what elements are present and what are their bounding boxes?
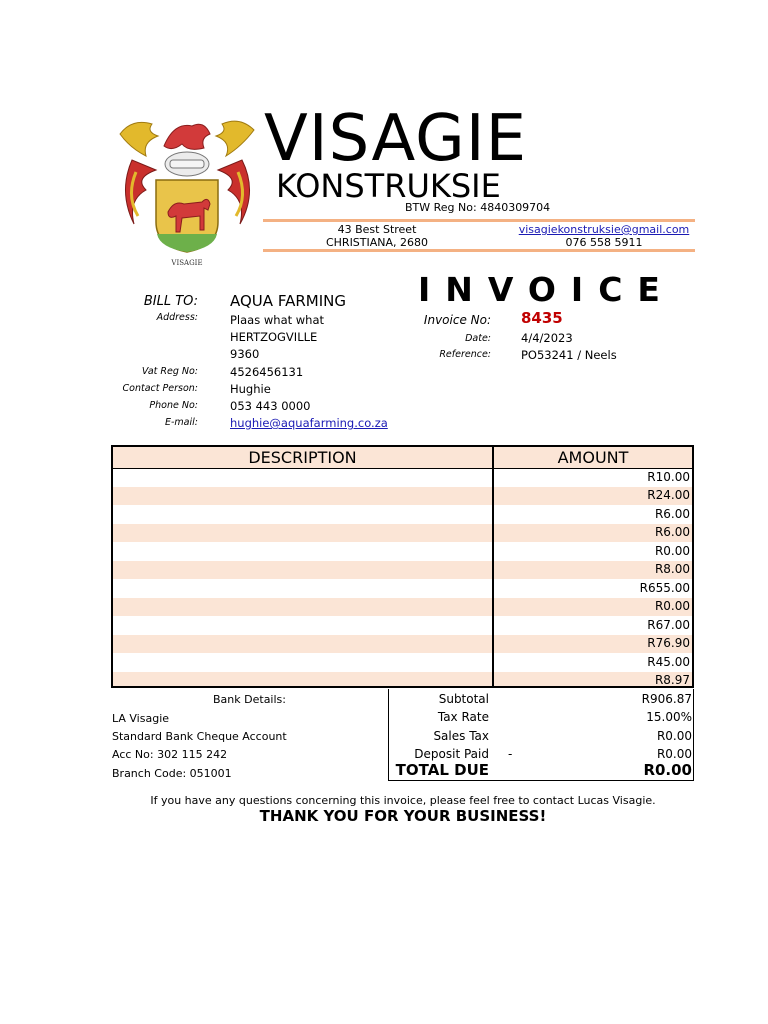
vat-number: 4526456131 [230,365,304,379]
subtotal-value: R906.87 [641,692,692,706]
line-item-amount: R8.00 [654,562,690,576]
totals-box [388,689,694,781]
address-line-1: Plaas what what [230,313,325,327]
table-row [113,672,692,686]
email-label: E-mail: [165,417,198,428]
company-email-link[interactable]: visagiekonstruksie@gmail.com [518,223,690,236]
total-due-value: R0.00 [643,761,692,779]
line-item-amount: R6.00 [654,525,690,539]
table-row [113,616,692,635]
client-name: AQUA FARMING [230,292,346,310]
total-due-label: TOTAL DUE [395,761,489,779]
deposit-paid-label: Deposit Paid [414,747,489,761]
client-email-link[interactable]: hughie@aquafarming.co.za [230,416,388,430]
invoice-reference: PO53241 / Neels [521,348,617,362]
table-row [113,505,692,524]
bank-branch-code: Branch Code: 051001 [112,767,232,780]
sales-tax-value: R0.00 [656,729,692,743]
line-items-table [111,445,694,688]
bank-details-title: Bank Details: [213,693,286,706]
line-item-amount: R10.00 [647,470,690,484]
company-subtitle: KONSTRUKSIE [276,167,501,205]
table-row [113,487,692,505]
table-row [113,598,692,616]
table-row [113,468,692,487]
line-item-amount: R0.00 [654,599,690,613]
company-city: CHRISTIANA, 2680 [325,236,429,249]
client-phone: 053 443 0000 [230,399,311,413]
bank-account-type: Standard Bank Cheque Account [112,730,287,743]
invoice-title: INVOICE [418,270,675,309]
thank-you-message: THANK YOU FOR YOUR BUSINESS! [259,807,547,825]
line-item-amount: R6.00 [654,507,690,521]
crest-caption: VISAGIE [171,259,203,267]
contact-person: Hughie [230,382,271,396]
table-row [113,561,692,579]
family-crest-logo [112,112,262,268]
address-line-3: 9360 [230,347,260,361]
address-label: Address: [156,312,198,323]
company-name: VISAGIE [264,102,528,176]
table-row [113,635,692,653]
company-street: 43 Best Street [337,223,417,236]
description-header: DESCRIPTION [113,447,492,469]
line-item-amount: R24.00 [647,488,690,502]
address-line-2: HERTZOGVILLE [230,330,318,344]
invoice-number: 8435 [521,309,563,327]
phone-label: Phone No: [149,400,198,411]
table-row [113,542,692,561]
contact-note: If you have any questions concerning this invoice, please feel free to contact Lucas Visagie. [150,794,656,807]
company-phone: 076 558 5911 [565,236,643,249]
bill-to-label: BILL TO: [143,294,198,309]
reference-label: Reference: [439,349,491,360]
invoice-number-label: Invoice No: [423,313,491,327]
bank-account-name: LA Visagie [112,712,170,725]
date-label: Date: [465,333,491,344]
invoice-date: 4/4/2023 [521,331,573,345]
table-row [113,653,692,672]
amount-header: AMOUNT [494,447,692,469]
contact-label: Contact Person: [122,383,198,394]
line-item-amount: R76.90 [647,636,690,650]
sales-tax-label: Sales Tax [433,729,489,743]
line-item-amount: R45.00 [647,655,690,669]
line-item-amount: R8.97 [654,673,690,687]
tax-rate-label: Tax Rate [437,710,489,724]
table-row [113,524,692,542]
vat-label: Vat Reg No: [141,366,198,377]
deposit-dash: - [508,747,513,761]
deposit-paid-value: R0.00 [656,747,692,761]
bank-account-number: Acc No: 302 115 242 [112,748,228,761]
table-row [113,579,692,598]
header-rule-top [263,219,695,222]
line-item-amount: R0.00 [654,544,690,558]
line-item-amount: R655.00 [639,581,690,595]
tax-rate-value: 15.00% [646,710,692,724]
header-rule-bottom [263,249,695,252]
subtotal-label: Subtotal [438,692,489,706]
btw-reg-number: BTW Reg No: 4840309704 [405,201,551,214]
line-item-amount: R67.00 [647,618,690,632]
column-divider [492,447,494,686]
